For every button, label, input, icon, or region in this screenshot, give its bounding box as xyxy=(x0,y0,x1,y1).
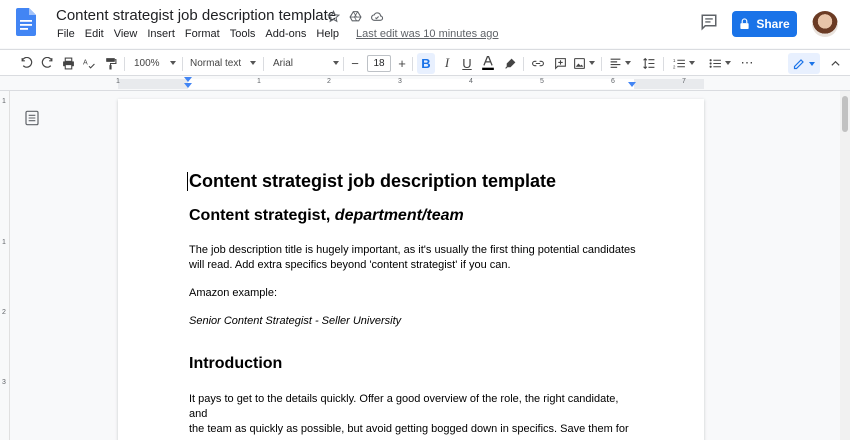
image-icon xyxy=(573,57,586,70)
print-icon[interactable] xyxy=(59,50,77,76)
undo-icon[interactable] xyxy=(17,50,35,76)
vruler-number: 3 xyxy=(2,379,6,386)
ruler-number: 2 xyxy=(327,78,331,85)
document-title[interactable]: Content strategist job description template xyxy=(56,7,337,24)
italic-icon: I xyxy=(444,55,450,70)
paragraph-line: the team as quickly as possible, but avoid getting bogged down in specifics. Save them for xyxy=(189,423,629,435)
ruler-number: 4 xyxy=(469,78,473,85)
numbered-list-button[interactable] xyxy=(669,50,699,76)
text-color-icon xyxy=(481,55,495,71)
bold-button[interactable] xyxy=(417,53,435,74)
menu-file[interactable]: File xyxy=(57,28,75,40)
spellcheck-icon[interactable] xyxy=(80,50,98,76)
title-bar xyxy=(0,0,850,48)
text-color-button[interactable] xyxy=(479,50,497,76)
ruler-track xyxy=(118,79,704,89)
ruler-left-margin xyxy=(118,79,188,89)
style-value: Normal text xyxy=(190,57,242,69)
title-icons xyxy=(326,9,384,23)
underline-icon: U xyxy=(462,55,472,71)
line-spacing-icon[interactable] xyxy=(640,50,658,76)
paragraph-line: will read. Add extra specifics beyond 'content strategist' if you can. xyxy=(189,259,511,271)
insert-image-button[interactable] xyxy=(572,50,596,76)
doc-title-heading[interactable] xyxy=(189,169,637,193)
add-comment-icon[interactable] xyxy=(551,50,569,76)
ruler-number: 7 xyxy=(682,78,686,85)
font-size-input[interactable]: 18 xyxy=(367,55,391,72)
scrollbar-track[interactable] xyxy=(840,91,850,440)
menu-addons[interactable]: Add-ons xyxy=(265,28,307,40)
svg-text:A: A xyxy=(83,59,88,67)
document-body[interactable] xyxy=(189,169,637,437)
document-page[interactable] xyxy=(118,99,704,440)
menu-help[interactable]: Help xyxy=(316,28,340,40)
numbered-list-icon xyxy=(673,57,686,70)
first-line-indent-marker[interactable] xyxy=(184,77,192,82)
collapse-menus-icon[interactable] xyxy=(826,50,844,76)
paragraph-line: It pays to get to the details quickly. Offer a good overview of the role, the right candidate, and xyxy=(189,393,619,420)
menu-tools[interactable]: Tools xyxy=(229,28,256,40)
zoom-value: 100% xyxy=(134,57,160,69)
paragraph-description[interactable] xyxy=(189,243,637,273)
redo-icon[interactable] xyxy=(38,50,56,76)
doc-subtitle-heading[interactable] xyxy=(189,205,637,227)
ruler-number: 6 xyxy=(611,78,615,85)
horizontal-ruler[interactable] xyxy=(0,77,850,91)
italic-button[interactable] xyxy=(439,50,455,76)
paragraph-intro[interactable] xyxy=(189,392,637,437)
vruler-number: 1 xyxy=(2,98,6,105)
font-value: Arial xyxy=(273,57,294,69)
chevron-down-icon xyxy=(809,62,815,66)
cloud-saved-icon[interactable] xyxy=(370,9,384,23)
menu-insert[interactable]: Insert xyxy=(147,28,175,40)
example-title[interactable]: Senior Content Strategist - Seller University xyxy=(189,315,402,327)
bulleted-list-icon xyxy=(709,57,722,70)
ruler-number: 3 xyxy=(398,78,402,85)
last-edit-link[interactable]: Last edit was 10 minutes ago xyxy=(356,28,499,40)
chevron-down-icon xyxy=(689,61,695,65)
font-select[interactable] xyxy=(271,50,341,76)
editing-mode-button[interactable] xyxy=(788,53,820,74)
svg-text:1: 1 xyxy=(673,57,676,63)
subtitle-plain: Content strategist, xyxy=(189,207,335,224)
text-cursor xyxy=(187,172,188,191)
align-left-icon xyxy=(609,57,622,70)
docs-logo-icon[interactable] xyxy=(16,8,36,36)
chevron-down-icon xyxy=(589,61,595,65)
align-button[interactable] xyxy=(607,50,633,76)
paint-format-icon[interactable] xyxy=(101,50,119,76)
more-options-icon[interactable]: ⋯ xyxy=(740,55,754,70)
highlighter-icon xyxy=(504,57,517,70)
menu-bar xyxy=(52,28,499,40)
chevron-down-icon xyxy=(170,61,176,65)
underline-button[interactable] xyxy=(459,50,475,76)
chevron-down-icon xyxy=(625,61,631,65)
subtitle-italic: department/team xyxy=(334,207,464,224)
share-label: Share xyxy=(756,17,790,31)
insert-link-icon[interactable] xyxy=(529,50,547,76)
chevron-down-icon xyxy=(250,61,256,65)
ruler-number: 1 xyxy=(116,78,120,85)
chevron-down-icon xyxy=(725,61,731,65)
decrease-font-size-button[interactable]: − xyxy=(351,55,359,71)
highlight-button[interactable] xyxy=(501,50,519,76)
increase-font-size-button[interactable]: + xyxy=(398,55,406,71)
avatar[interactable] xyxy=(812,11,838,37)
intro-heading[interactable]: Introduction xyxy=(189,355,283,372)
bulleted-list-button[interactable] xyxy=(705,50,735,76)
ruler-number: 5 xyxy=(540,78,544,85)
doc-title-text: Content strategist job description template xyxy=(189,171,557,191)
bold-icon: B xyxy=(421,56,431,71)
example-label[interactable]: Amazon example: xyxy=(189,287,278,299)
share-button[interactable] xyxy=(732,11,797,37)
move-to-drive-icon[interactable] xyxy=(348,9,362,23)
pencil-icon xyxy=(793,58,805,70)
document-outline-icon[interactable] xyxy=(24,110,40,126)
menu-view[interactable]: View xyxy=(113,28,138,40)
comment-history-icon[interactable] xyxy=(700,13,718,31)
scrollbar-thumb[interactable] xyxy=(842,96,848,132)
star-icon[interactable] xyxy=(326,9,340,23)
svg-text:2: 2 xyxy=(673,63,676,69)
right-indent-marker[interactable] xyxy=(628,82,636,87)
vruler-number: 2 xyxy=(2,309,6,316)
toolbar xyxy=(0,49,850,76)
left-indent-marker[interactable] xyxy=(184,83,192,88)
zoom-select[interactable] xyxy=(132,50,178,76)
style-select[interactable] xyxy=(188,50,258,76)
menu-format[interactable]: Format xyxy=(184,28,220,40)
ruler-right-margin xyxy=(634,79,704,89)
ruler-number: 1 xyxy=(257,78,261,85)
vruler-number: 1 xyxy=(2,239,6,246)
lock-icon xyxy=(739,18,750,30)
vertical-ruler xyxy=(0,91,10,440)
chevron-down-icon xyxy=(333,61,339,65)
paragraph-line: The job description title is hugely important, as it's usually the first thing potential candidates xyxy=(189,244,636,256)
menu-edit[interactable]: Edit xyxy=(84,28,104,40)
